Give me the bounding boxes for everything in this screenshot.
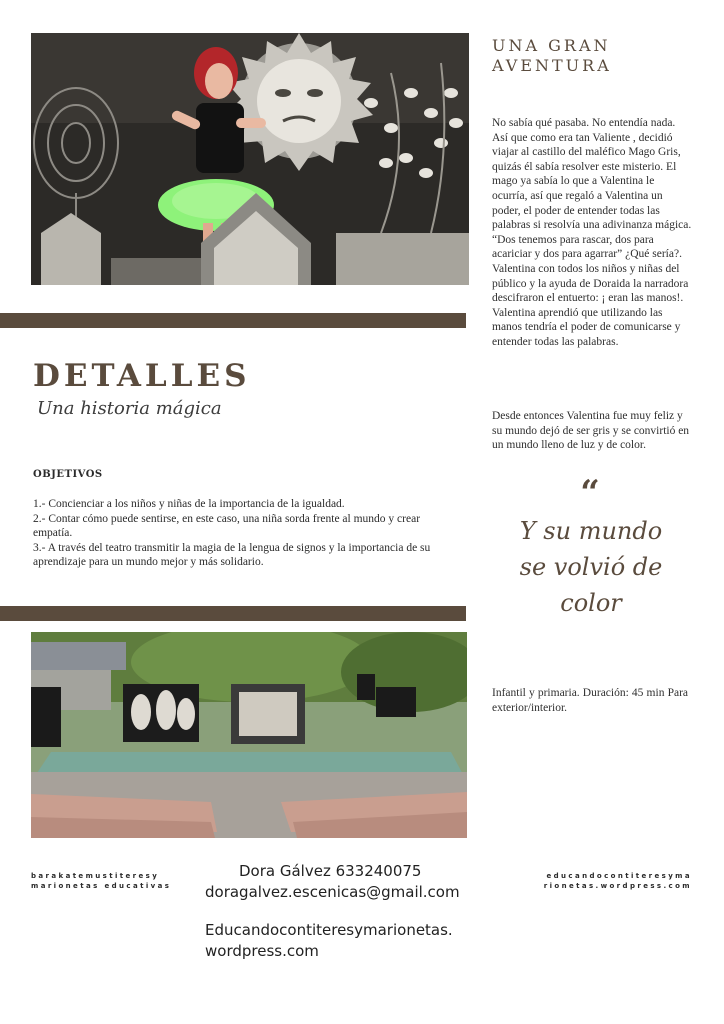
divider-bar-top xyxy=(0,313,466,328)
stage-photo xyxy=(31,632,467,838)
kicker-line-1: UNA GRAN xyxy=(492,36,611,55)
stage-illustration xyxy=(31,632,467,838)
contact-phone[interactable]: Dora Gálvez 633240075 xyxy=(239,862,422,880)
objective-item: 1.- Concienciar a los niños y niñas de la importancia de la igualdad. xyxy=(33,498,345,510)
performer-photo xyxy=(31,33,469,285)
quote-line-3: color xyxy=(560,589,622,617)
footer-left-line-2: marionetas educativas xyxy=(31,882,172,890)
quote-mark-icon: “ xyxy=(580,473,600,513)
pull-quote xyxy=(486,513,696,621)
story-paragraph-2: Desde entonces Valentina fue muy feliz y su mundo dejó de ser gris y se convirtió en un mundo lleno de luz y de color. xyxy=(492,410,690,452)
footer-right-line-1: educandocontiteresyma xyxy=(546,872,692,880)
objectives-heading: OBJETIVOS xyxy=(33,469,103,480)
footer-right-line-2: rionetas.wordpress.com xyxy=(543,882,692,890)
performer-illustration xyxy=(31,33,469,285)
audience-info: Infantil y primaria. Duración: 45 min Para exterior/interior. xyxy=(492,687,688,714)
objective-item: 2.- Contar cómo puede sentirse, en este caso, una niña sorda frente al mundo y crear empatía. xyxy=(33,512,421,540)
kicker-line-2: AVENTURA xyxy=(492,56,612,75)
story-paragraph-1: No sabía qué pasaba. No entendía nada. Así que como era tan Valiente , decidió viajar al castillo del maléfico Mago Gris, quizás él sabía resolver este misterio. El mago ya sabía lo que a Valentina le ocurría, así que regaló a Valentina un poder, el poder de entender todas las palabras si resolvía una adivinanza mágica. “Dos tenemos para rascar, dos para acariciar y dos para agarrar” ¿Qué sería?. Valentina con todos los niños y niñas del público y la ayuda de Doraida la narradora descifraron el entuerto: ¡ eran las manos!. Valentina aprendió que utilizando las manos tendría el poder de comunicarse y entender todas las palabras. xyxy=(492,117,692,348)
contact-block xyxy=(205,861,505,903)
objective-item: 3.- A través del teatro transmitir la magia de la lengua de signos y la importancia de su aprendizaje para un mundo mejor y más solidario. xyxy=(33,541,431,569)
footer-social-right[interactable] xyxy=(530,871,692,891)
quote-line-1: Y su mundo xyxy=(519,517,663,545)
contact-website[interactable] xyxy=(205,920,505,962)
objectives-list xyxy=(33,497,461,570)
footer-social-left xyxy=(31,871,191,891)
quote-line-2: se volvió de xyxy=(519,553,663,581)
divider-bar-bottom xyxy=(0,606,466,621)
contact-email[interactable]: doragalvez.escenicas@gmail.com xyxy=(205,883,460,901)
website-line-1: Educandocontiteresymarionetas. xyxy=(205,921,453,939)
website-line-2: wordpress.com xyxy=(205,942,319,960)
section-kicker xyxy=(492,36,692,76)
footer-left-line-1: barakatemustiteresy xyxy=(31,872,160,880)
details-subtitle: Una historia mágica xyxy=(37,398,222,419)
details-title: DETALLES xyxy=(33,358,251,394)
